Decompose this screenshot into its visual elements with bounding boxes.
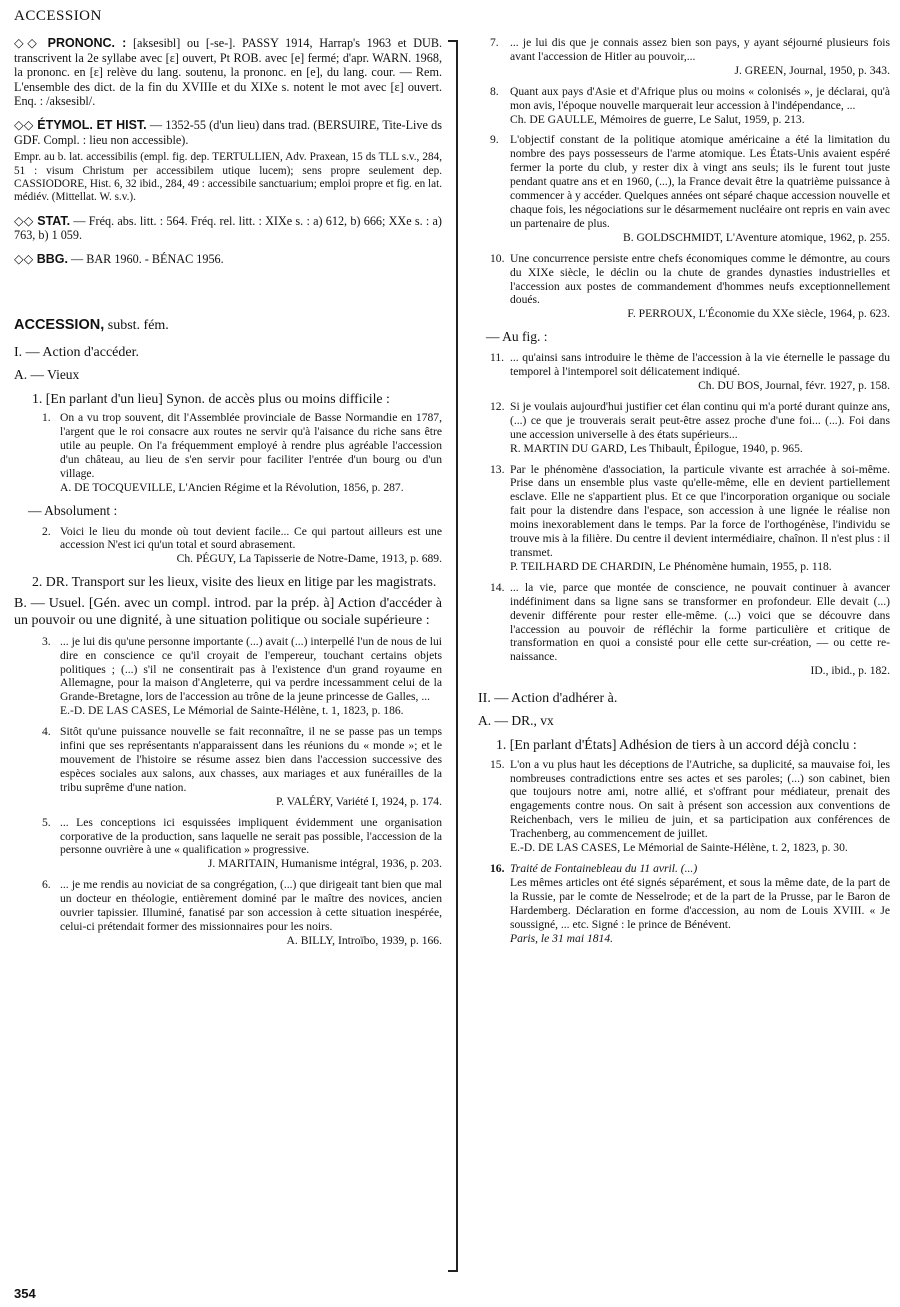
quote-number: 13.	[490, 462, 505, 476]
quote-number: 14.	[490, 580, 505, 594]
quote-text: Les mêmes articles ont été signés séparément, et sous la même date, de la part de la Russie, par le comte de Nesselrode; et de la part de la Prusse, par le Baron de Hardemberg. Déclaration en forme d'accession, au nom de Louis XVIII. « Je soussigné, ... etc. Signé : le prince de Bénévent.	[510, 875, 890, 931]
section-II: II. — Action d'adhérer à.	[478, 691, 618, 707]
stat-text: — Fréq. abs. litt. : 564. Fréq. rel. litt. : XIXe s. : a) 612, b) 666; XXe s. : a) 763, b) 1 059.	[14, 213, 442, 243]
quote-16	[478, 862, 890, 945]
quote-source: E.-D. DE LAS CASES, Le Mémorial de Sainte-Hélène, t. 1, 1823, p. 186.	[60, 704, 404, 718]
quote-number: 2.	[42, 524, 51, 538]
quote-text: L'on a vu plus haut les déceptions de l'Autriche, sa duplicité, sa mauvaise foi, les nombreuses contradictions entre ses actes et ses paroles; (...) son cabinet, bien que toujours notre ami, notre allié, et s'offrant pour médiateur, prenait des engagements contre nous. On sait à présent son accession aux conventions de Reichenbach, vers le milieu de juin, et sa participation aux conférences de Trachenberg, au commencement de juillet.	[510, 757, 890, 841]
sense-II-1: 1. [En parlant d'États] Adhésion de tiers à un accord déjà conclu :	[496, 737, 857, 753]
bbg-text: — BAR 1960. - BÉNAC 1956.	[71, 251, 224, 266]
quote-number: 12.	[490, 399, 505, 413]
quote-7	[478, 36, 890, 78]
bbg-block	[14, 252, 442, 267]
quote-9	[478, 133, 890, 244]
part-of-speech: subst. fém.	[107, 317, 169, 333]
quote-text: ... qu'ainsi sans introduire le thème de l'accession à la vie éternelle le passage du temporel à l'intemporel soit délicatement indiqué.	[510, 351, 890, 379]
entry-header	[14, 317, 442, 334]
running-head: ACCESSION	[14, 8, 102, 24]
quote-text: ... la vie, parce que montée de conscience, ne pouvait continuer à avancer indéfiniment dans sa ligne sans se transformer en profondeur. Elle devait (...) devenir différente pour rester elle-même. (...) voici que se découvre dans l'accession au pouvoir de réfléchir la forme particulière et critique de transformation en quoi a consisté pour elle cette sur-création, — ou cette re-naissance.	[510, 580, 890, 664]
quote-11	[478, 351, 890, 393]
column-rule	[456, 40, 458, 1272]
quote-source: A. DE TOCQUEVILLE, L'Ancien Régime et la Révolution, 1856, p. 287.	[60, 480, 404, 494]
quote-text: Voici le lieu du monde où tout devient facile... Ce qui partout ailleurs est une accession N'est ici qu'un total et sourd abrasement.	[60, 524, 442, 552]
quote-source: J. MARITAIN, Humanisme intégral, 1936, p. 203.	[207, 857, 442, 871]
quote-text: ... je lui dis qu'une personne importante (...) avait (...) interpellé l'un de nous de lui dire en conscience ce qu'il croyait de l'empereur, touchant certains objets politiques ; (...) s'il ne consentirait pas à l'existence d'un grand royaume en Allemagne, pour la maison d'Angleterre, qui va perdre incessamment celui de la Grande-Bretagne, lors de l'accession au trône de la jeune princesse de Galles, ...	[60, 634, 442, 704]
au-fig-label: — Au fig. :	[486, 329, 548, 345]
quote-text: Quant aux pays d'Asie et d'Afrique plus ou moins « colonisés », je déclarai, qu'à mon avis, l'époque nouvelle marquerait leur accession à l'indépendance, ...	[510, 84, 890, 112]
subsection-A: A. — Vieux	[14, 366, 80, 382]
quote-number: 8.	[490, 84, 499, 98]
quote-source: Ch. PÉGUY, La Tapisserie de Notre-Dame, 1913, p. 689.	[176, 552, 442, 566]
quote-number: 4.	[42, 725, 51, 739]
quote-text: Sitôt qu'une puissance nouvelle se fait reconnaître, il ne se passe pas un temps infini que ses représentants n'apparaissent dans les réunions du « monde »; et le mouvement de l'histoire se résume assez bien dans l'accession successive des espèces sociales aux salons, aux chasses, aux mariages et aux funérailles de la tribu suprême d'une nation.	[60, 725, 442, 794]
quote-10	[478, 252, 890, 322]
quote-source: Ch. DU BOS, Journal, févr. 1927, p. 158.	[698, 379, 890, 393]
etymol-label: ◇◇ ÉTYMOL. ET HIST.	[14, 117, 147, 132]
quote-text: ... je me rendis au noviciat de sa congrégation, (...) que dirigeait tant bien que mal un docteur en théologie, entièrement dominé par le maître des novices, ancien ouvrier tapissier. Illuminé, fanatisé par son accession à cette situation inespérée, celui-ci prétendait former des missionnaires pour les noirs.	[60, 878, 442, 933]
quote-number: 9.	[490, 133, 499, 147]
quote-source: A. BILLY, Introïbo, 1939, p. 166.	[286, 933, 442, 947]
quote-source: F. PERROUX, L'Économie du XXe siècle, 1964, p. 623.	[627, 307, 890, 321]
quote-number: 6.	[42, 878, 51, 892]
quote-source: B. GOLDSCHMIDT, L'Aventure atomique, 1962, p. 255.	[623, 230, 890, 244]
column-rule-tick-top	[448, 40, 458, 42]
prononc-block	[14, 36, 442, 109]
quote-closing: Paris, le 31 mai 1814.	[510, 931, 614, 945]
stat-block	[14, 214, 442, 243]
quote-15	[478, 758, 890, 855]
quote-number: 15.	[490, 757, 505, 771]
quote-2	[14, 525, 442, 567]
quote-4	[14, 725, 442, 808]
quote-source: E.-D. DE LAS CASES, Le Mémorial de Sainte-Hélène, t. 2, 1823, p. 30.	[510, 841, 848, 855]
quote-3	[14, 635, 442, 718]
sense-2: 2. DR. Transport sur les lieux, visite des lieux en litige par les magistrats.	[32, 574, 437, 590]
quote-source: R. MARTIN DU GARD, Les Thibault, Épilogue, 1940, p. 965.	[510, 441, 803, 455]
quote-text: ... je lui dis que je connais assez bien son pays, y ayant séjourné plusieurs fois avant l'accession de Hitler au pouvoir,...	[510, 36, 890, 63]
quote-number: 7.	[490, 36, 499, 49]
quote-source: Ch. DE GAULLE, Mémoires de guerre, Le Salut, 1959, p. 213.	[510, 112, 805, 126]
subsection-A2: A. — DR., vx	[478, 713, 554, 729]
absolument-label: — Absolument :	[28, 502, 118, 518]
quote-source: P. VALÉRY, Variété I, 1924, p. 174.	[276, 794, 442, 808]
quote-text: Une concurrence persiste entre chefs économiques comme le démontre, au cours du XIXe siècle, le déclin ou la chute de grandes dynasties industrielles et l'accession aux postes de commandement d'hommes neufs exceptionnellement doués.	[510, 251, 890, 307]
quote-source: J. GREEN, Journal, 1950, p. 343.	[734, 63, 890, 77]
quote-13	[478, 463, 890, 574]
quote-source: ID., ibid., p. 182.	[810, 664, 890, 678]
etymol-detail: Empr. au b. lat. accessibilis (empl. fig. dep. TERTULLIEN, Adv. Praxean, 15 ds TLL s.v., 284, 51 : visum Christum per accessibilem utique lucem); sens propre seulement dep. CASSIODORE, Hist. 6, 32 ibid., 284, 49 : accessibile sanctuarium; emploi propre et fig. en lat. médiév. (Mittellat. W. s.v.).	[14, 151, 442, 204]
quote-6	[14, 878, 442, 948]
quote-number: 16.	[490, 862, 505, 875]
etymol-text: — 1352-55 (d'un lieu) dans trad. (BERSUIRE, Tite-Live ds GDF. Compl. : lieu non accessible).	[14, 117, 442, 147]
quote-text: On a vu trop souvent, dit l'Assemblée provinciale de Basse Normandie en 1787, l'argent que le roi consacre aux routes ne servir qu'à l'aisance du riche sans être utile au peuple. On l'a fréquemment employé à rendre plus agréable l'accession d'un château, au lieu de s'en servir pour faciliter l'entrée d'un bourg ou d'un village.	[60, 411, 442, 480]
headword: ACCESSION,	[14, 316, 105, 333]
quote-text: L'objectif constant de la politique atomique américaine a été la limitation du nombre des pays possesseurs de l'arme atomique. Les États-Unis avaient espéré fermer la porte du club, y rester dix à vingt ans seuls; ils le furent tout juste pendant quatre ans et en 1960, (...), la France devait être la quatrième puissance à commencer à y accéder. Quelques années ont séparé chaque accession nouvelle et chaque fois, les négociations sur le désarmement nucléaire ont repris en vain avec un partenaire de plus.	[510, 133, 890, 230]
quote-12	[478, 400, 890, 456]
right-column	[478, 36, 890, 1276]
quote-14	[478, 581, 890, 678]
quote-8	[478, 85, 890, 127]
prononc-label: ◇◇ PRONONC. :	[14, 36, 127, 50]
quote-source: P. TEILHARD DE CHARDIN, Le Phénomène humain, 1955, p. 118.	[510, 559, 832, 573]
quote-5	[14, 816, 442, 872]
quote-title: Traité de Fontainebleau du 11 avril. (...)	[510, 862, 698, 875]
sense-1: 1. [En parlant d'un lieu] Synon. de accès plus ou moins difficile :	[32, 390, 390, 406]
quote-number: 3.	[42, 634, 51, 648]
quote-text: ... Les conceptions ici esquissées impliquent évidemment une organisation corporative de la production, sans laquelle ne serait pas possible, l'accession de la personne ouvrière à une « qualification » progressive.	[60, 815, 442, 857]
quote-number: 10.	[490, 251, 505, 265]
quote-number: 5.	[42, 815, 51, 829]
etymol-block	[14, 118, 442, 147]
stat-label: ◇◇ STAT.	[14, 213, 71, 228]
subsection-B: B. — Usuel. [Gén. avec un compl. introd. par la prép. à] Action d'accéder à un pouvoir ou une dignité, à une situation politique ou sociale supérieure :	[14, 595, 442, 628]
quote-1	[14, 411, 442, 494]
quote-text: Si je voulais aujourd'hui justifier cet élan continu qui m'a porté durant quinze ans, (...) ce que je trouverais serait peut-être assez proche d'une foi... (...). Foi dans une accession universelle à des états supérieurs...	[510, 399, 890, 441]
quote-text: Par le phénomène d'association, la particule vivante est arrachée à soi-même. Prise dans un ensemble plus vaste qu'elle-même, elle en devient partiellement esclave. Elle ne s'appartient plus. Et ce que l'incorporation organique ou sociale fait pour la distendre dans l'espace, son accession à une lignée le réalise non moins inexorablement dans le temps. Par la force de l'orthogénèse, l'individu se trouve mis à la filière. Du centre il devient intermédiaire, chaînon. Il n'est plus : il transmet.	[510, 462, 890, 559]
section-I: I. — Action d'accéder.	[14, 344, 139, 360]
prononc-text: [aksesibl] ou [-se-]. PASSY 1914, Harrap's 1963 et DUB. transcrivent la 2e syllabe avec [ɛ] ouvert, Pt ROB. avec [e] fermé; d'apr. WARN. 1968, la prononc. en [ɛ] relève du lang. soutenu, la prononc. en [e], du lang. cour. — Rem. L'ensemble des dict. de la fin du XVIIIe et du XIXe s. notent le mot avec [ɛ] ouvert. Enq. : /aksesibl/.	[14, 36, 442, 109]
page-number: 354	[14, 1286, 36, 1301]
column-rule-tick-bottom	[448, 1270, 458, 1272]
quote-number: 11.	[490, 351, 505, 365]
left-column	[14, 36, 442, 1276]
bbg-label: ◇◇ BBG.	[14, 251, 68, 266]
quote-number: 1.	[42, 411, 51, 425]
